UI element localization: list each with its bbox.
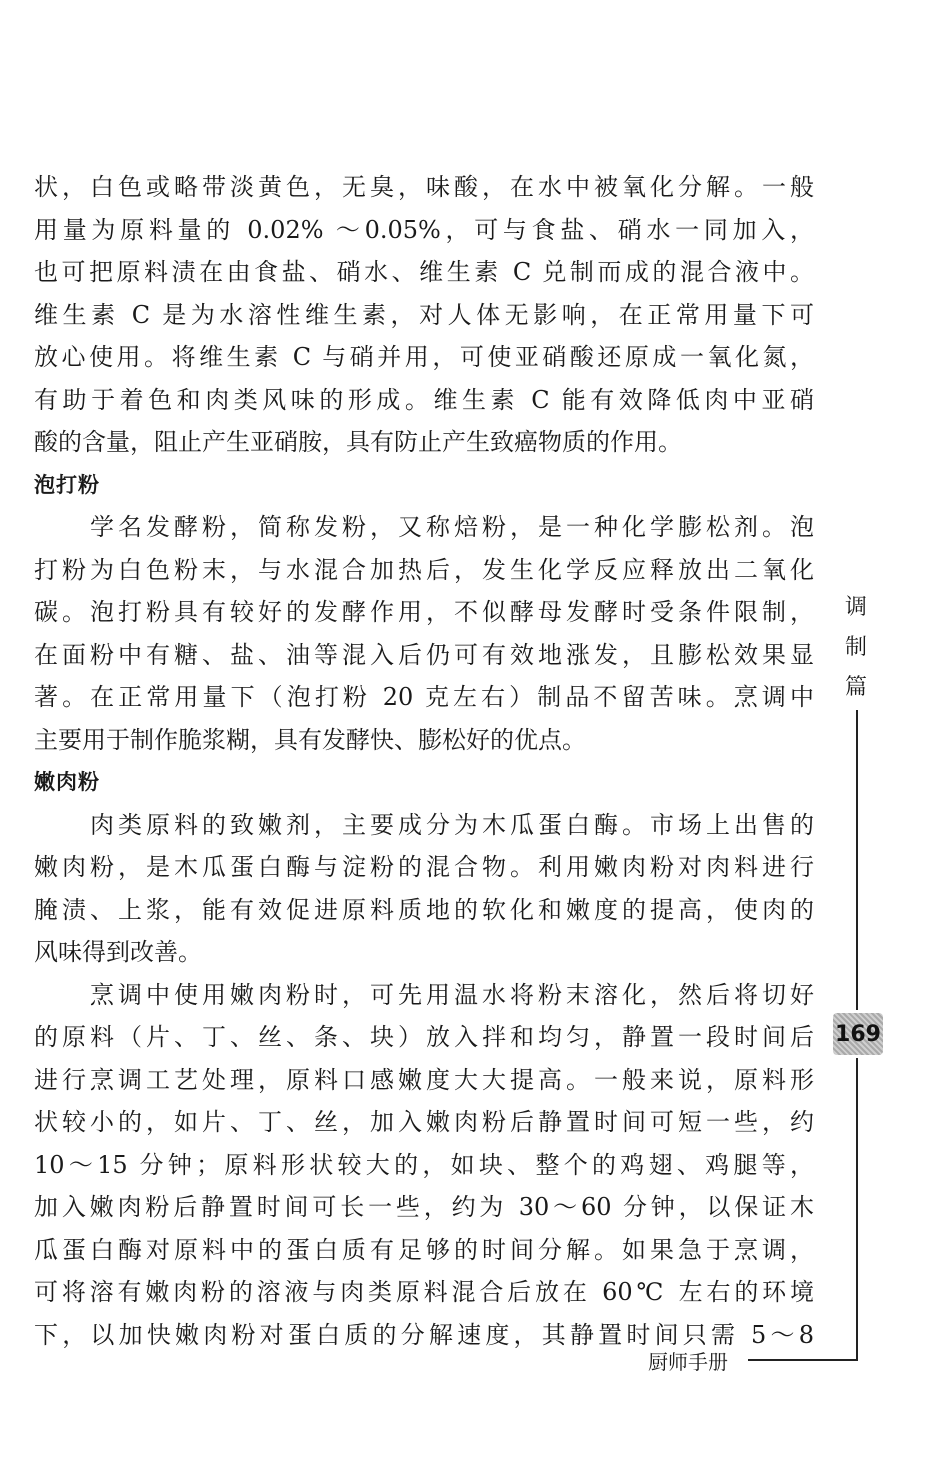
text-line: 打粉为白色粉末，与水混合加热后，发生化学反应释放出二氧化 bbox=[34, 555, 814, 584]
text-line: 碳。泡打粉具有较好的发酵作用，不似酵母发酵时受条件限制， bbox=[34, 598, 814, 626]
footer-rule bbox=[748, 1359, 858, 1361]
text-line: 用量为原料量的 0.02% ～0.05%，可与食盐、硝水一同加入， bbox=[34, 215, 814, 244]
section-label-char: 制 bbox=[844, 635, 867, 660]
text-line: 在面粉中有糖、盐、油等混入后仍可有效地涨发，且膨松效果显 bbox=[34, 640, 814, 669]
text-line: 维生素 C 是为水溶性维生素，对人体无影响，在正常用量下可 bbox=[34, 300, 814, 329]
page-number: 169 bbox=[835, 1021, 881, 1047]
text-line: 风味得到改善。 bbox=[34, 938, 202, 966]
text-line: 主要用于制作脆浆糊，具有发酵快、膨松好的优点。 bbox=[34, 725, 586, 754]
body-text bbox=[34, 166, 814, 1356]
text-line: 瓜蛋白酶对原料中的蛋白质有足够的时间分解。如果急于烹调， bbox=[34, 1235, 814, 1264]
side-rule-lower bbox=[856, 1058, 858, 1360]
section-label-char: 调 bbox=[844, 595, 867, 620]
text-line: 放心使用。将维生素 C 与硝并用，可使亚硝酸还原成一氧化氮， bbox=[34, 343, 814, 371]
text-line: 学名发酵粉，简称发粉，又称焙粉，是一种化学膨松剂。泡 bbox=[90, 513, 814, 541]
text-line: 酸的含量，阻止产生亚硝胺，具有防止产生致癌物质的作用。 bbox=[34, 428, 682, 456]
text-line: 肉类原料的致嫩剂，主要成分为木瓜蛋白酶。市场上出售的 bbox=[90, 810, 814, 839]
text-line: 有助于着色和肉类风味的形成。维生素 C 能有效降低肉中亚硝 bbox=[34, 385, 814, 414]
text-line: 加入嫩肉粉后静置时间可长一些，约为 30～60 分钟，以保证木 bbox=[34, 1193, 814, 1221]
text-line: 下，以加快嫩肉粉对蛋白质的分解速度，其静置时间只需 5～8 bbox=[34, 1320, 814, 1349]
text-line: 状，白色或略带淡黄色，无臭，味酸，在水中被氧化分解。一般 bbox=[34, 173, 814, 201]
text-line: 状较小的，如片、丁、丝，加入嫩肉粉后静置时间可短一些，约 bbox=[34, 1108, 814, 1136]
text-line: 烹调中使用嫩肉粉时，可先用温水将粉末溶化，然后将切好 bbox=[90, 980, 814, 1009]
footer-book-title: 厨师手册 bbox=[648, 1350, 728, 1374]
section-label-char: 篇 bbox=[844, 675, 867, 700]
text-line: 嫩肉粉，是木瓜蛋白酶与淀粉的混合物。利用嫩肉粉对肉料进行 bbox=[34, 853, 814, 881]
text-line: 也可把原料渍在由食盐、硝水、维生素 C 兑制而成的混合液中。 bbox=[34, 258, 814, 286]
text-line: 10～15 分钟；原料形状较大的，如块、整个的鸡翅、鸡腿等， bbox=[34, 1150, 814, 1179]
text-line: 腌渍、上浆，能有效促进原料质地的软化和嫩度的提高，使肉的 bbox=[34, 895, 814, 924]
text-line: 著。在正常用量下（泡打粉 20 克左右）制品不留苦味。烹调中 bbox=[34, 683, 814, 711]
section-heading-meat-tenderizer: 嫩肉粉 bbox=[34, 770, 100, 794]
text-line: 可将溶有嫩肉粉的溶液与肉类原料混合后放在 60℃ 左右的环境 bbox=[34, 1278, 814, 1306]
page-number-badge bbox=[833, 1013, 883, 1055]
section-heading-baking-powder: 泡打粉 bbox=[34, 472, 100, 497]
side-rule-upper bbox=[856, 710, 858, 1010]
text-line: 进行烹调工艺处理，原料口感嫩度大大提高。一般来说，原料形 bbox=[34, 1065, 814, 1094]
text-line: 的原料（片、丁、丝、条、块）放入拌和均匀，静置一段时间后 bbox=[34, 1023, 814, 1051]
section-label bbox=[842, 588, 870, 708]
